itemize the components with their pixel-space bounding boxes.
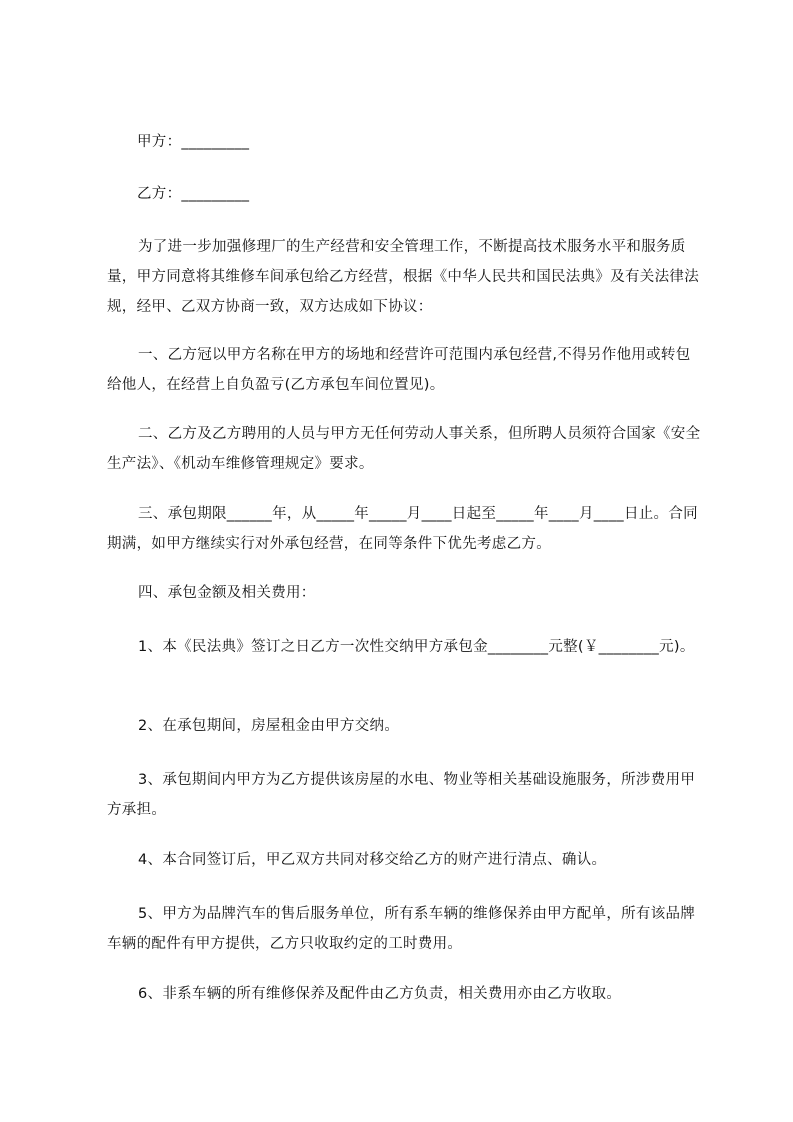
clause-1: 一、乙方冠以甲方名称在甲方的场地和经营许可范围内承包经营,不得另作他用或转包给他人，在经营上自负盈亏(乙方承包车间位置见)。 [107,347,691,393]
item-6: 6、非系车辆的所有维修保养及配件由乙方负责，相关费用亦由乙方收取。 [138,986,622,1002]
item-2: 2、在承包期间，房屋租金由甲方交纳。 [138,718,400,734]
clause-4: 四、承包金额及相关费用： [138,585,316,601]
item-1: 1、本《民法典》签订之日乙方一次性交纳甲方承包金________元整(￥________元)。 [138,639,695,655]
clause-2: 二、乙方及乙方聘用的人员与甲方无任何劳动人事关系，但所聘人员须符合国家《安全生产法》、《机动车维修管理规定》要求。 [107,426,701,472]
party-a-line: 甲方：_________ [137,134,250,150]
intro-paragraph: 为了进一步加强修理厂的生产经营和安全管理工作，不断提高技术服务水平和服务质量，甲方同意将其维修车间承包给乙方经营，根据《中华人民共和国民法典》及有关法律法规，经甲、乙双方协商一致，双方达成如下协议： [107,239,699,315]
item-5: 5、甲方为品牌汽车的售后服务单位，所有系车辆的维修保养由甲方配单，所有该品牌车辆的配件有甲方提供，乙方只收取约定的工时费用。 [107,906,696,952]
item-4: 4、本合同签订后，甲乙双方共同对移交给乙方的财产进行清点、确认。 [138,852,607,868]
party-b-line: 乙方：_________ [137,186,250,202]
item-3: 3、承包期间内甲方为乙方提供该房屋的水电、物业等相关基础设施服务，所涉费用甲方承担。 [107,772,696,818]
clause-3: 三、承包期限______年，从_____年_____月____日起至_____年____月____日止。合同期满，如甲方继续实行对外承包经营，在同等条件下优先考虑乙方。 [107,506,698,552]
